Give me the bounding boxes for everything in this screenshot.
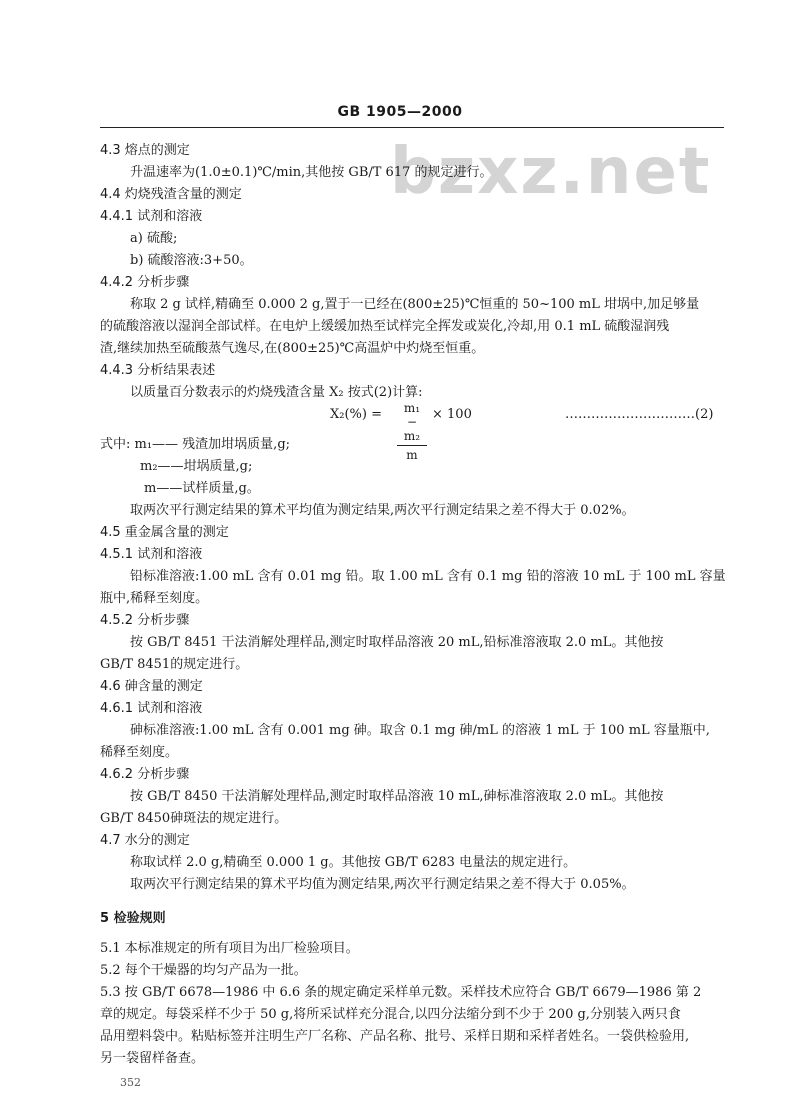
paragraph-line: 以质量百分数表示的灼烧残渣含量 X₂ 按式(2)计算: [130,385,423,400]
paragraph-line: 称取试样 2.0 g,精确至 0.000 1 g。其他按 GB/T 6283 电量法的规定进行。 [130,855,577,870]
paragraph-line: GB/T 8451的规定进行。 [100,657,249,672]
fraction-bar [397,445,427,446]
paragraph-line: GB/T 8450砷斑法的规定进行。 [100,811,288,826]
page-number: 352 [120,1076,141,1089]
list-item: b) 硫酸溶液:3+50。 [130,253,253,268]
paragraph-line: 按 GB/T 8451 干法消解处理样品,测定时取样品溶液 20 mL,铅标准溶液取 2.0 mL。其他按 [130,635,664,650]
paragraph-line: 的硫酸溶液以湿润全部试样。在电炉上缓缓加热至试样完全挥发或炭化,冷却,用 0.1 mL 硫酸湿润残 [100,319,670,334]
paragraph-line: 5.2 每个干燥器的均匀产品为一批。 [100,963,307,978]
watermark: bzxz.net [390,135,712,209]
section-4-6-2-heading: 4.6.2 分析步骤 [100,767,190,782]
paragraph-line: 铅标准溶液:1.00 mL 含有 0.01 mg 铅。取 1.00 mL 含有 0.1 mg 铅的溶液 10 mL 于 100 mL 容量 [130,569,726,584]
section-4-4-1-heading: 4.4.1 试剂和溶液 [100,209,203,224]
paragraph-line: 砷标准溶液:1.00 mL 含有 0.001 mg 砷。取含 0.1 mg 砷/mL 的溶液 1 mL 于 100 mL 容量瓶中, [130,723,710,738]
section-4-4-3-heading: 4.4.3 分析结果表述 [100,363,216,378]
formula-number: …………………………(2) [565,407,714,422]
section-4-5-heading: 4.5 重金属含量的测定 [100,525,229,540]
paragraph-line: 另一袋留样备查。 [100,1051,205,1066]
list-item: a) 硫酸; [130,231,178,246]
section-4-4-heading: 4.4 灼烧残渣含量的测定 [100,187,242,202]
paragraph-line: 按 GB/T 8450 干法消解处理样品,测定时取样品溶液 10 mL,砷标准溶液取 2.0 mL。其他按 [130,789,664,804]
variable-definition: 式中: m₁—— 残渣加坩埚质量,g; [100,437,291,452]
paragraph-line: 称取 2 g 试样,精确至 0.000 2 g,置于一已经在(800±25)℃恒重的 50~100 mL 坩埚中,加足够量 [130,297,700,312]
section-4-5-1-heading: 4.5.1 试剂和溶液 [100,547,203,562]
paragraph-line: 5.3 按 GB/T 6678—1986 中 6.6 条的规定确定采样单元数。采样技术应符合 GB/T 6679—1986 第 2 [100,985,702,1000]
paragraph-line: 章的规定。每袋采样不少于 50 g,将所采试样充分混合,以四分法缩分到不少于 200 g,分别装入两只食 [100,1007,681,1022]
formula-rhs: × 100 [432,407,472,422]
paragraph-line: 取两次平行测定结果的算术平均值为测定结果,两次平行测定结果之差不得大于 0.05%。 [130,877,635,892]
formula-fraction [397,401,427,462]
paragraph-line: 稀释至刻度。 [100,745,179,760]
variable-definition: m——试样质量,g。 [144,481,260,496]
variable-definition: m₂——坩埚质量,g; [140,459,253,474]
formula-lhs: X₂(%) = [330,407,382,422]
section-4-7-heading: 4.7 水分的测定 [100,833,190,848]
paragraph-line: 升温速率为(1.0±0.1)℃/min,其他按 GB/T 617 的规定进行。 [130,165,493,180]
section-4-6-heading: 4.6 砷含量的测定 [100,679,203,694]
section-4-4-2-heading: 4.4.2 分析步骤 [100,275,190,290]
formula-denominator: m [406,448,418,462]
section-4-5-2-heading: 4.5.2 分析步骤 [100,613,190,628]
section-4-3-heading: 4.3 熔点的测定 [100,143,190,158]
paragraph-line: 品用塑料袋中。粘贴标签并注明生产厂名称、产品名称、批号、采样日期和采样者姓名。一袋供检验用, [100,1029,690,1044]
section-4-6-1-heading: 4.6.1 试剂和溶液 [100,701,203,716]
formula-numerator: m₁ − m₂ [403,401,421,443]
paragraph-line: 渣,继续加热至硫酸蒸气逸尽,在(800±25)℃高温炉中灼烧至恒重。 [100,341,485,356]
page-header: GB 1905—2000 [337,104,463,120]
paragraph-line: 5.1 本标准规定的所有项目为出厂检验项目。 [100,941,359,956]
paragraph-line: 取两次平行测定结果的算术平均值为测定结果,两次平行测定结果之差不得大于 0.02%。 [130,503,635,518]
header-rule [100,127,724,128]
section-5-heading: 5 检验规则 [100,911,166,926]
paragraph-line: 瓶中,稀释至刻度。 [100,591,209,606]
